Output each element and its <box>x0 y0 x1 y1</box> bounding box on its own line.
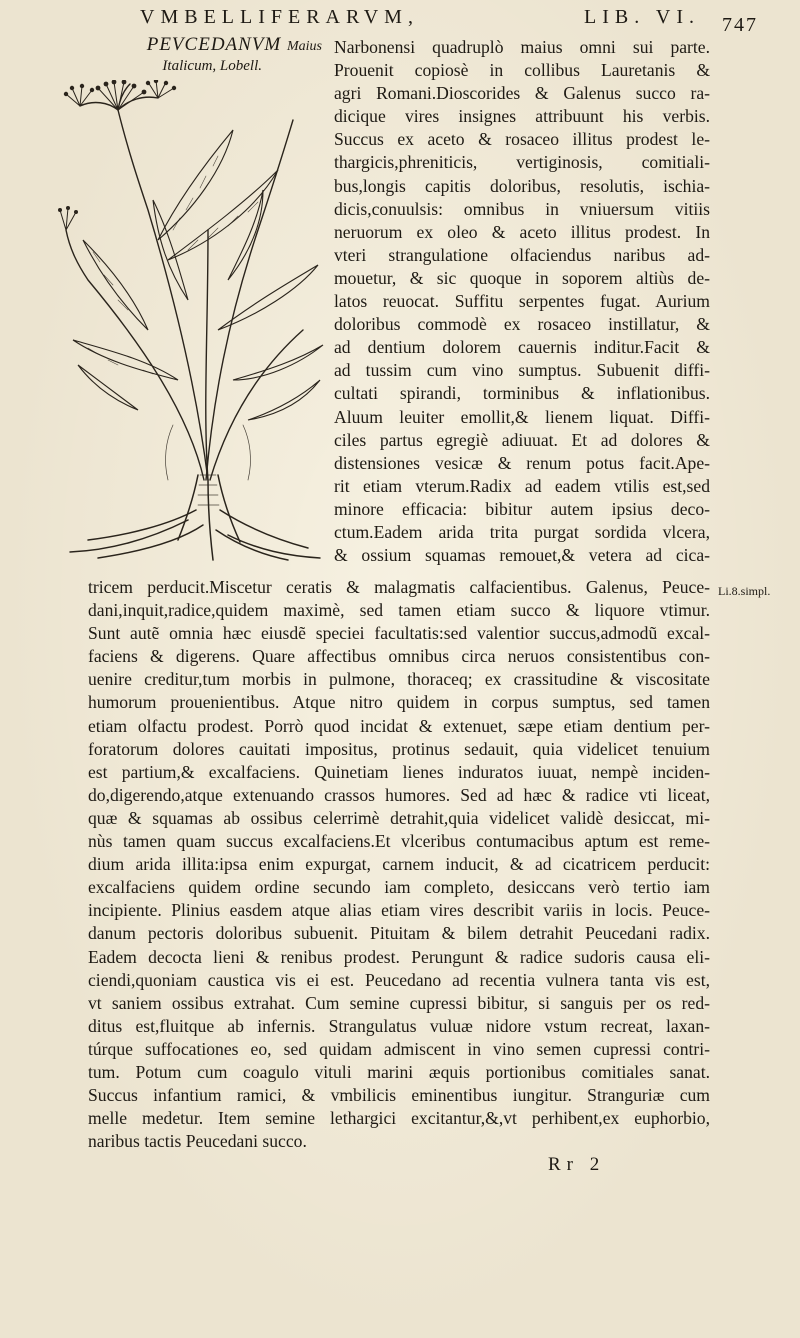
text-line: ditus est,fluitque ab infernis. Strangulatus vuluæ nidore vstum recreat, laxan- <box>88 1015 710 1036</box>
text-line: nùs tamen quam succus excalfaciens.Et vlceribus contumacibus aptum est reme- <box>88 831 710 852</box>
text-line: mouetur, & sic quoque in soporem altiùs de- <box>334 267 710 288</box>
text-line: melle medetur. Item semine lethargici excitantur,&,vt perhibent,ex euphorbio, <box>88 1108 710 1129</box>
plant-name-suffix: Maius <box>287 39 322 54</box>
text-line: etiam olfactu prodest. Porrò quod incidat & extenuet, sæpe etiam dentium per- <box>88 715 710 736</box>
text-line: rit etiam vterum.Radix ad eadem vtilis est,sed <box>334 475 710 496</box>
text-line: vteri strangulatione olfaciendus naribus ad- <box>334 244 710 265</box>
text-line: foratorum dolores cauitati impositus, protinus sedauit, quia videlicet tenuium <box>88 738 710 759</box>
text-column-beside-illustration <box>334 36 710 567</box>
plant-name: PEVCEDANVM <box>146 34 282 55</box>
text-line: bus,longis capitis doloribus, resolutis, ischia- <box>334 175 710 196</box>
text-line: danum pectoris doloribus subuenit. Pituitam & bilem detrahit Peucedani radix. <box>88 923 710 944</box>
page-number: 747 <box>722 14 758 36</box>
text-line: dium arida illita:ipsa enim expurgat, carnem inducit, & ad cicatricem perducit: <box>88 854 710 875</box>
text-line: humorum prouenientibus. Atque nitro quidem in corpus sumptus, sed tamen <box>88 692 710 713</box>
text-line: & ossium squamas remouet,& vetera ad cica- <box>334 545 710 566</box>
text-line: vt saniem ossibus extrahat. Cum semine cupressi bibitur, si sanguis per os red- <box>88 992 710 1013</box>
text-line: incipiente. Plinius easdem atque alias etiam vires describit variis in locis. Peuce- <box>88 900 710 921</box>
text-line: Succus infantium ramici, & vmbilicis eminentibus iungitur. Stranguriæ cum <box>88 1085 710 1106</box>
text-line: ad tussim cum vino sumptus. Subuenit diffi- <box>334 360 710 381</box>
text-line: dani,inquit,radice,quidem maximè, sed tamen etiam succo & liquore vtimur. <box>88 600 710 621</box>
signature-mark: Rr 2 <box>548 1154 606 1175</box>
text-line: minore efficacia: bibitur autem ipsius deco- <box>334 498 710 519</box>
text-line: excalfaciens quidem ordine secundo iam completo, desiccans verò tertio iam <box>88 877 710 898</box>
text-line: latos reuocat. Suffitu serpentes fugat. Aurium <box>334 291 710 312</box>
text-line: tum. Potum cum coagulo vituli marini æquis portionibus comitiales sanat. <box>88 1061 710 1082</box>
text-line: Aluum leuiter emollit,& lienem liquat. Diffi- <box>334 406 710 427</box>
text-line: túrque suffocationes eo, sed quidam admiscent in vino semen cupressi contri- <box>88 1038 710 1059</box>
text-line: Succus ex aceto & rosaceo illitus prodest le- <box>334 129 710 150</box>
text-line: doloribus commodè ex rosaceo instillatur, & <box>334 314 710 335</box>
text-line: uenire creditur,tum morbis in pulmone, thoraceq; ex crassitudine & viscositate <box>88 669 710 690</box>
text-line: quæ & squamas ab ossibus celerrimè detrahit,quia videlicet validè desiccat, mi- <box>88 807 710 828</box>
plant-woodcut-illustration <box>58 80 328 562</box>
text-line: ctum.Eadem arida trita purgat sordida vlcera, <box>334 521 710 542</box>
text-line: tricem perducit.Miscetur ceratis & malagmatis calfacientibus. Galenus, Peuce- <box>88 577 710 597</box>
text-line: distensiones vesicæ & renum potus facit.Ape- <box>334 452 710 473</box>
text-line: ciendi,quoniam caustica vis ei est. Peucedano ad recentia vulnera tanta vis est, <box>88 969 710 990</box>
running-head-book-title: VMBELLIFERARVM, <box>140 6 419 28</box>
text-line: thargicis,phreniticis, vertiginosis, comitiali- <box>334 152 710 173</box>
text-line: ciles partus egregiè adiuuat. Et ad dolores & <box>334 429 710 450</box>
text-line: Sunt autẽ omnia hæc eiusdẽ speciei facultatis:sed valentior succus,admodũ excal- <box>88 623 710 644</box>
plant-subtitle: Italicum, Lobell. <box>162 58 262 74</box>
text-line: neruorum ex oleo & aceto illitus prodest. In <box>334 221 710 242</box>
text-line: Eadem decocta lieni & renibus prodest. Perungunt & radice sudoris causa eli- <box>88 946 710 967</box>
text-line: do,digerendo,atque extenuando crassos humores. Sed ad hæc & radice vti liceat, <box>88 784 710 805</box>
text-line: naribus tactis Peucedani succo. <box>88 1131 307 1152</box>
text-line: cultati spirandi, torminibus & inflationibus. <box>334 383 710 404</box>
text-line: Prouenit copiosè in collibus Lauretanis & <box>334 60 710 81</box>
running-head-book-number: LIB. VI. <box>584 6 700 28</box>
text-line: faciens & digerens. Quare affectibus omnibus circa neruos consistentibus con- <box>88 646 710 667</box>
text-full-width <box>88 576 710 1153</box>
margin-note: Li.8.simpl. <box>718 584 771 598</box>
plant-title <box>72 34 322 56</box>
text-line: agri Romani.Dioscorides & Galenus succo ra- <box>334 83 710 104</box>
text-line: est partium,& excalfaciens. Quinetiam lienes induratos iuuat, nempè inciden- <box>88 761 710 782</box>
running-head <box>140 6 700 29</box>
text-line: dicique vires insignes attribuunt his verbis. <box>334 106 710 127</box>
text-line: ad dentium dolorem cauernis inditur.Facit & <box>334 337 710 358</box>
text-line: dicis,conuulsis: omnibus in vniuersum vitiis <box>334 198 710 219</box>
text-line: Narbonensi quadruplò maius omni sui parte. <box>334 37 710 57</box>
